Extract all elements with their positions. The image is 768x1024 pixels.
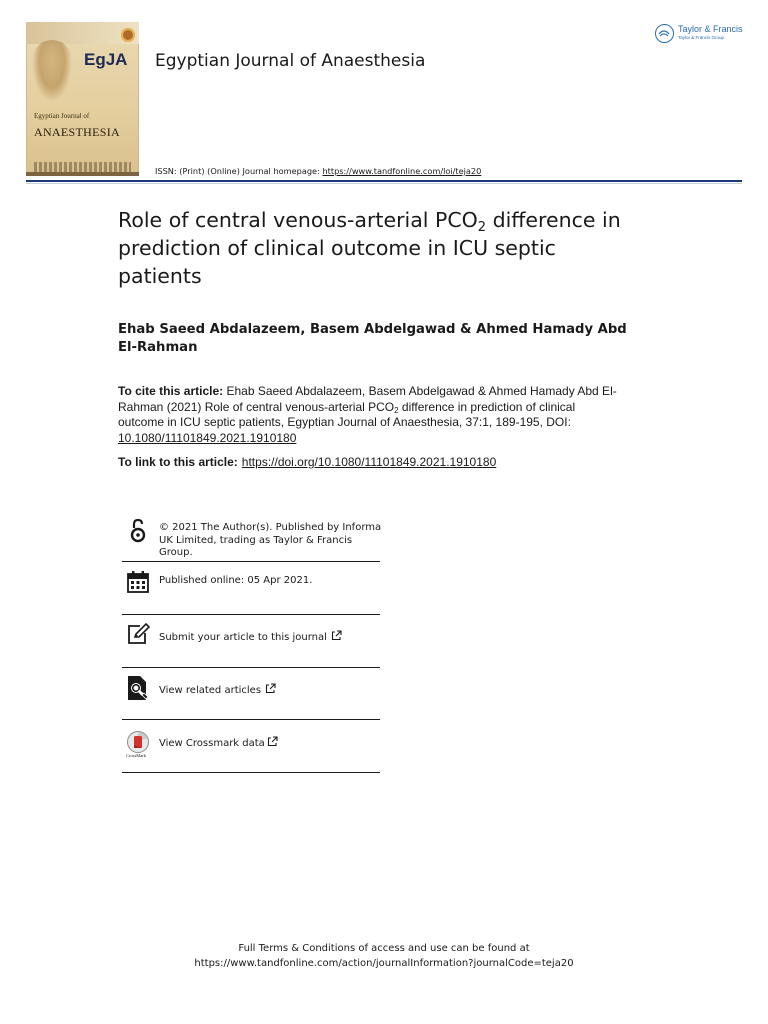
info-divider [122, 667, 380, 668]
header-rule [26, 180, 742, 182]
related-articles-text [159, 683, 384, 698]
article-title [118, 206, 638, 290]
external-link-icon [267, 736, 278, 747]
info-divider [122, 719, 380, 720]
journal-cover-image [26, 22, 139, 176]
cover-subtitle-small: Egyptian Journal of [34, 112, 90, 120]
info-divider [122, 614, 380, 615]
cover-footline [26, 172, 139, 176]
cite-label: To cite this article: [118, 384, 224, 398]
taylor-francis-emblem-icon [655, 24, 674, 43]
cover-logo: EgJA [84, 50, 128, 69]
journal-homepage-link[interactable]: https://www.tandfonline.com/loi/teja20 [322, 166, 482, 176]
cite-doi-link[interactable]: 10.1080/11101849.2021.1910180 [118, 430, 297, 445]
related-articles-label: View related articles [159, 685, 262, 696]
submit-article-label: Submit your article to this journal [159, 632, 327, 643]
article-doi-link[interactable]: https://doi.org/10.1080/11101849.2021.1910180 [241, 455, 497, 469]
cover-barcode-strip [34, 162, 131, 172]
info-divider [122, 772, 380, 773]
submit-article-link[interactable] [122, 620, 380, 660]
article-authors: Ehab Saeed Abdalazeem, Basem Abdelgawad & Ahmed Hamady Abd El-Rahman [118, 322, 627, 355]
cover-subtitle-large: ANAESTHESIA [34, 125, 120, 139]
submit-article-text [159, 630, 384, 645]
cover-seal-icon [121, 28, 135, 42]
external-link-icon [265, 683, 276, 694]
crossmark-link[interactable] [122, 726, 380, 766]
cover-figure-art [32, 40, 72, 102]
taylor-francis-logo[interactable] [655, 22, 755, 48]
edit-icon [126, 622, 150, 646]
calendar-icon [126, 570, 150, 594]
journal-title: Egyptian Journal of Anaesthesia [155, 51, 426, 71]
related-articles-link[interactable] [122, 673, 380, 713]
search-document-icon [126, 675, 150, 699]
publisher-group: Taylor & Francis Group [678, 35, 725, 40]
article-title-part1: Role of central venous-arterial PCO [118, 208, 478, 232]
terms-url-link[interactable]: https://www.tandfonline.com/action/journalInformation?journalCode=teja20 [194, 957, 574, 969]
crossmark-text [159, 736, 384, 751]
crossmark-badge-text: CrossMark [126, 753, 146, 758]
cite-text-1: Ehab Saeed Abdalazeem, Basem Abdelgawad & Ahmed Hamady Abd El-Rahman (2021) Role of central venous-arterial PCO [118, 384, 617, 414]
open-access-icon [126, 518, 150, 542]
article-title-part2: difference in prediction of clinical outcome in ICU septic patients [118, 208, 621, 288]
header-rule-light [26, 183, 742, 184]
issn-label: ISSN: (Print) (Online) Journal homepage: [155, 166, 323, 176]
link-label: To link to this article: [118, 455, 238, 469]
published-date-text: Published online: 05 Apr 2021. [159, 575, 313, 586]
terms-footer [0, 942, 768, 971]
license-text: © 2021 The Author(s). Published by Informa UK Limited, trading as Taylor & Francis Group. [159, 522, 382, 558]
crossmark-label: View Crossmark data [159, 738, 265, 749]
article-title-subscript: 2 [477, 220, 487, 235]
info-divider [122, 561, 380, 562]
cite-text-2: difference in prediction of clinical outcome in ICU septic patients, Egyptian Journal of Anaesthesia, 37:1, 189-195, DOI: [118, 399, 576, 429]
terms-line: Full Terms & Conditions of access and use can be found at [238, 943, 530, 954]
external-link-icon [331, 630, 342, 641]
crossmark-icon [123, 730, 153, 762]
open-access-notice [122, 518, 380, 560]
publisher-name: Taylor & Francis [678, 24, 743, 34]
issn-line [155, 166, 481, 176]
citation-block [118, 384, 618, 446]
article-link-line [118, 455, 638, 469]
published-date-row [122, 568, 380, 608]
cite-subscript: 2 [394, 405, 399, 415]
